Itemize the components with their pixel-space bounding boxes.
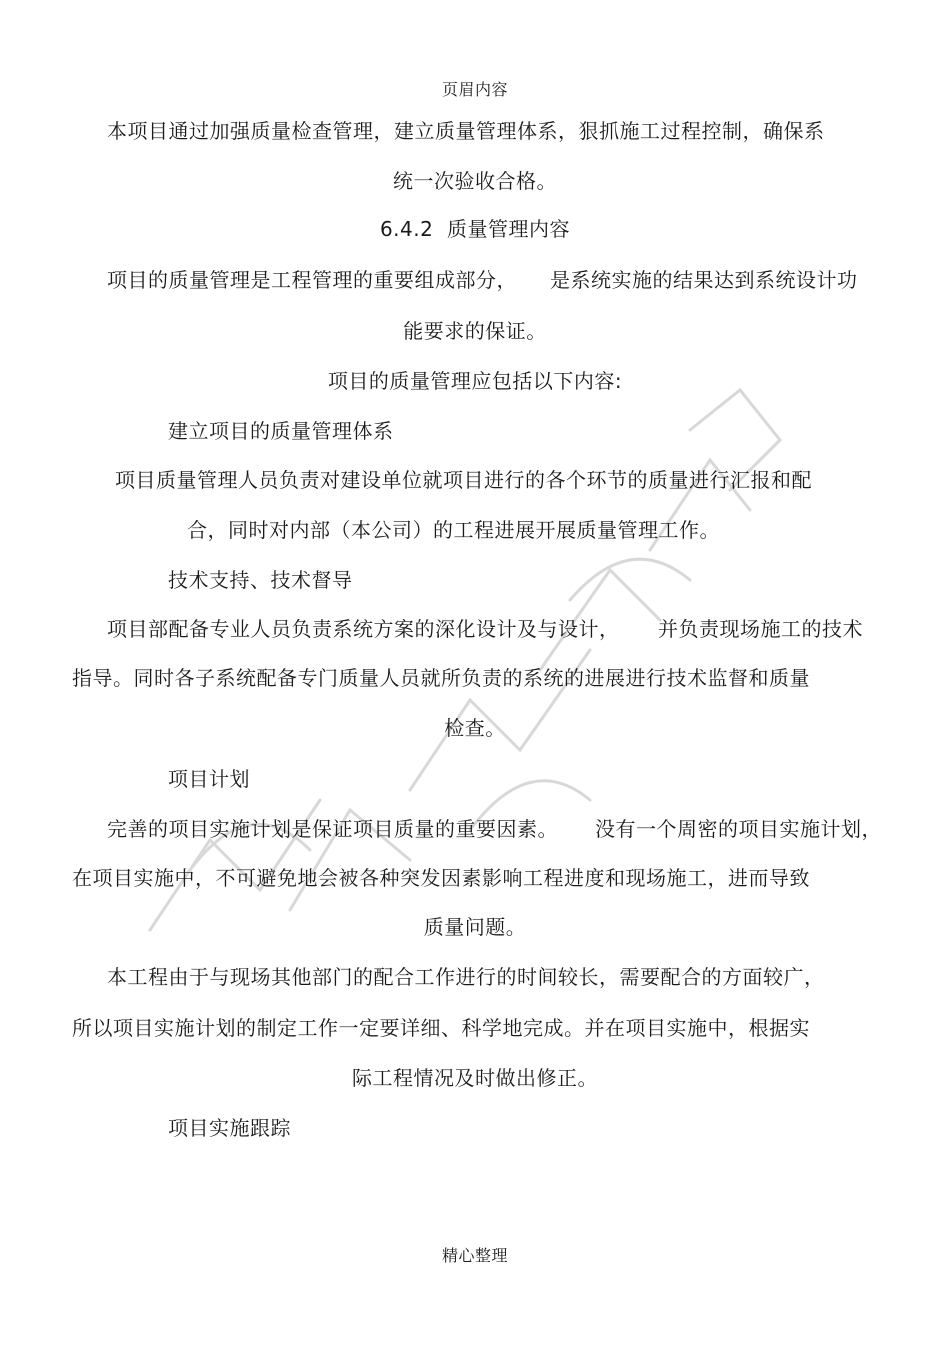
subheading-project-tracking: 项目实施跟踪 [168, 1116, 291, 1140]
subheading-project-plan: 项目计划 [168, 767, 250, 791]
paragraph-3: 项目的质量管理应包括以下内容: [327, 369, 623, 393]
paragraph-7-line-2: 所以项目实施计划的制定工作一定要详细、科学地完成。并在项目实施中，根据实 [72, 1016, 810, 1040]
paragraph-6-line-1b: 没有一个周密的项目实施计划， [595, 817, 882, 841]
paragraph-2-line-1a: 项目的质量管理是工程管理的重要组成部分， [107, 268, 517, 292]
section-heading [0, 216, 950, 242]
paragraph-5-line-3: 检查。 [444, 716, 506, 740]
paragraph-5-line-1a: 项目部配备专业人员负责系统方案的深化设计及与设计， [107, 617, 620, 641]
subheading-tech-support: 技术支持、技术督导 [168, 568, 353, 592]
section-title: 质量管理内容 [447, 217, 571, 241]
paragraph-5-line-2: 指导。同时各子系统配备专门质量人员就所负责的系统的进展进行技术监督和质量 [72, 666, 810, 690]
paragraph-6-line-3: 质量问题。 [423, 915, 527, 939]
page-header: 页眉内容 [441, 80, 508, 99]
paragraph-7-line-3: 际工程情况及时做出修正。 [352, 1066, 598, 1090]
section-number: 6.4.2 [379, 217, 434, 241]
paragraph-7-line-1: 本工程由于与现场其他部门的配合工作进行的时间较长，需要配合的方面较广， [107, 965, 825, 989]
subheading-quality-system: 建立项目的质量管理体系 [168, 419, 394, 443]
paragraph-4-line-2: 合，同时对内部（本公司）的工程进展开展质量管理工作。 [187, 518, 720, 542]
paragraph-2-line-1b: 是系统实施的结果达到系统设计功 [550, 268, 858, 292]
paragraph-4-line-1: 项目质量管理人员负责对建设单位就项目进行的各个环节的质量进行汇报和配 [115, 468, 812, 492]
paragraph-1-line-1: 本项目通过加强质量检查管理，建立质量管理体系，狠抓施工过程控制，确保系 [107, 119, 825, 143]
paragraph-5-line-1b: 并负责现场施工的技术 [658, 617, 863, 641]
paragraph-2-line-2: 能要求的保证。 [403, 319, 547, 343]
paragraph-6-line-2: 在项目实施中，不可避免地会被各种突发因素影响工程进度和现场施工，进而导致 [72, 866, 810, 890]
paragraph-6-line-1a: 完善的项目实施计划是保证项目质量的重要因素。 [107, 817, 558, 841]
paragraph-1-line-2: 统一次验收合格。 [393, 169, 557, 193]
page-footer: 精心整理 [441, 1246, 508, 1265]
